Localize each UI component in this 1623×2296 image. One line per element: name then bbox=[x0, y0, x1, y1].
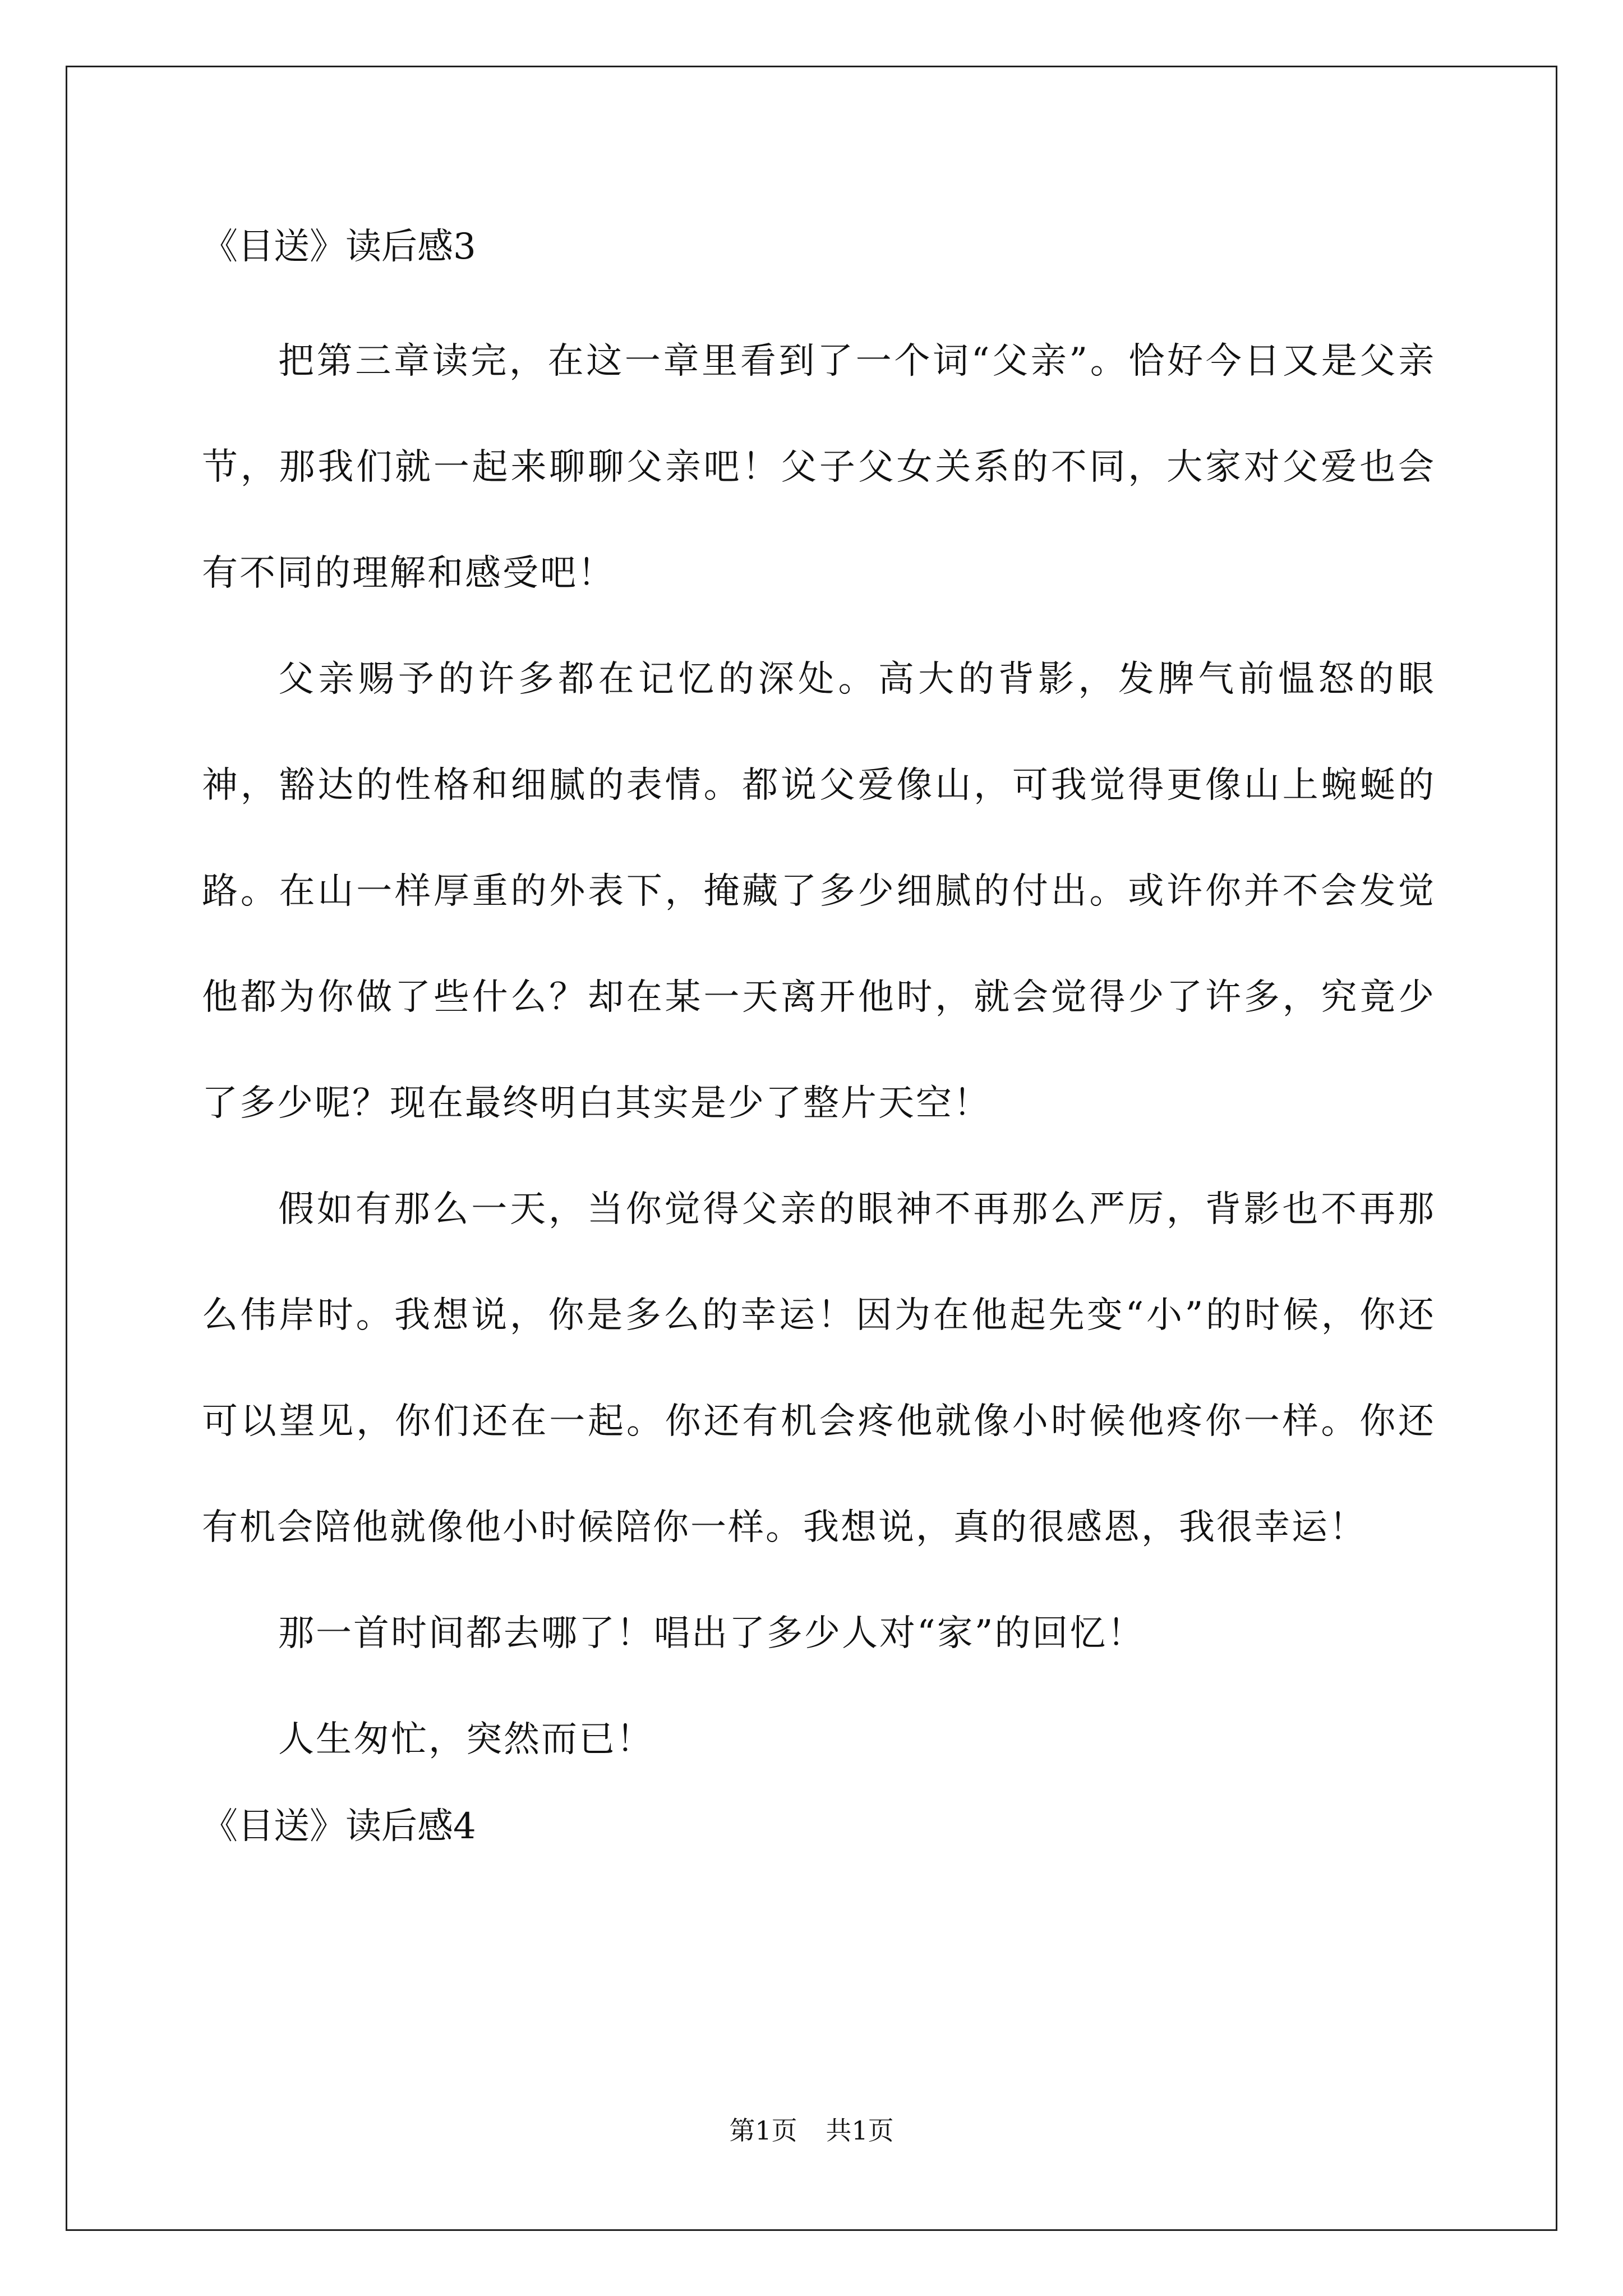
paragraph-3: 假如有那么一天，当你觉得父亲的眼神不再那么严厉，背影也不再那么伟岸时。我想说，你是多么的幸运！因为在他起先变“小”的时候，你还可以望见，你们还在一起。你还有机会疼他就像小时候他疼你一样。你还有机会陪他就像他小时候陪你一样。我想说，真的很感恩，我很幸运！ bbox=[202, 1189, 1436, 1548]
document-body bbox=[202, 213, 1436, 1888]
paragraph-2: 父亲赐予的许多都在记忆的深处。高大的背影，发脾气前愠怒的眼神，豁达的性格和细腻的表情。都说父爱像山，可我觉得更像山上蜿蜒的路。在山一样厚重的外表下，掩藏了多少细腻的付出。或许你并不会发觉他都为你做了些什么？却在某一天离开他时，就会觉得少了许多，究竟少了多少呢？现在最终明白其实是少了整片天空！ bbox=[202, 659, 1436, 1124]
paragraph-1: 把第三章读完，在这一章里看到了一个词“父亲”。恰好今日又是父亲节，那我们就一起来聊聊父亲吧！父子父女关系的不同，大家对父爱也会有不同的理解和感受吧！ bbox=[202, 341, 1436, 594]
section-heading-4: 《目送》读后感4 bbox=[202, 1806, 476, 1847]
page-number: 第1页 bbox=[729, 2115, 797, 2146]
section-heading-3: 《目送》读后感3 bbox=[202, 226, 476, 268]
page-footer bbox=[0, 2114, 1623, 2147]
paragraph-4: 那一首时间都去哪了！唱出了多少人对“家”的回忆！ bbox=[278, 1613, 1145, 1654]
paragraph-5: 人生匆忙，突然而已！ bbox=[278, 1719, 654, 1760]
page-total: 共1页 bbox=[826, 2115, 894, 2146]
